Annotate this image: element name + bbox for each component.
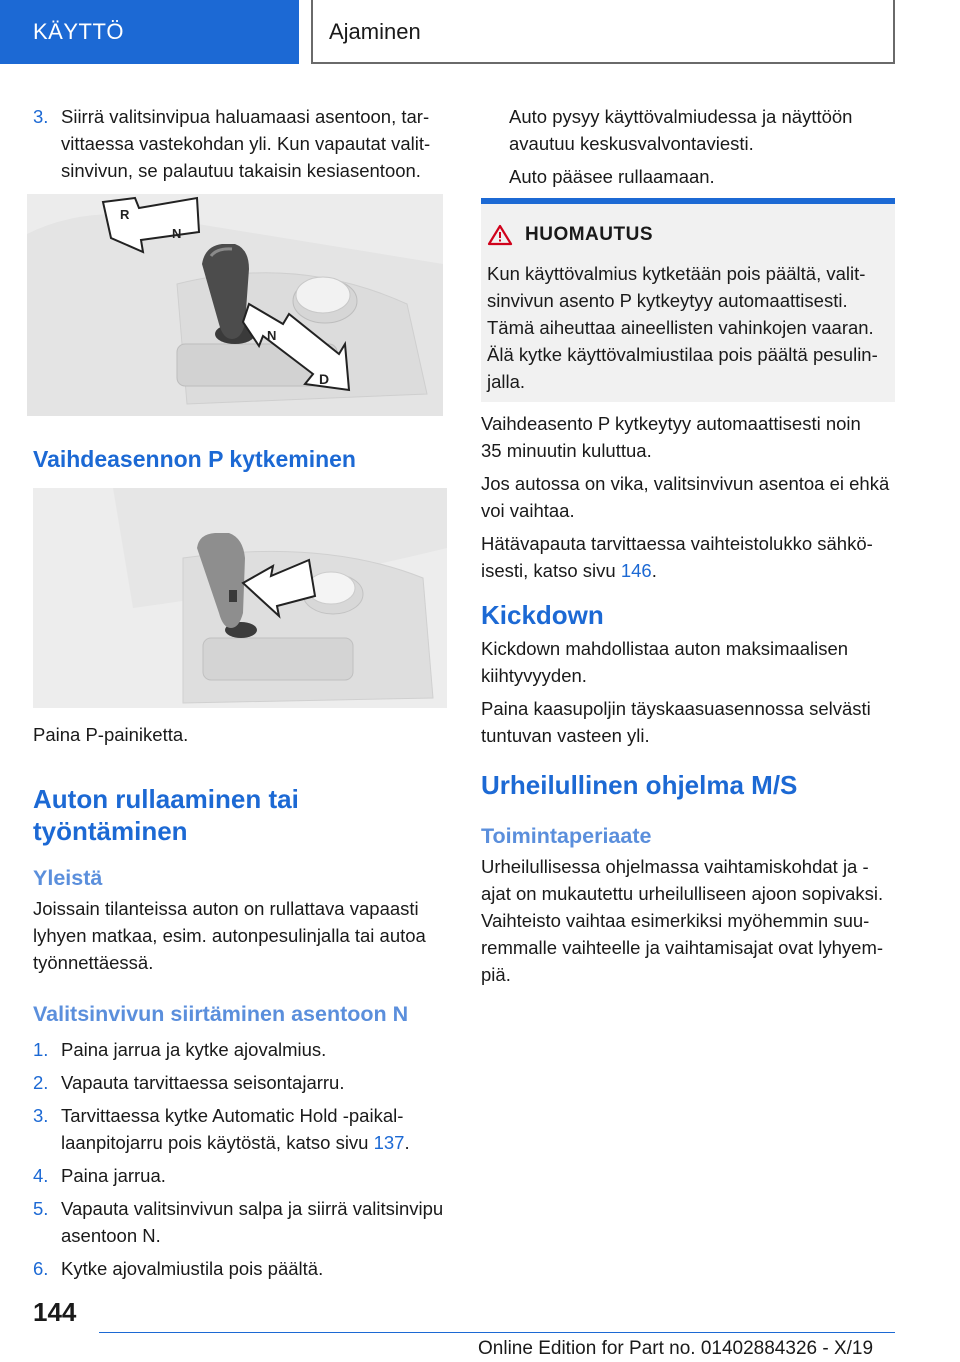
warning-header (487, 224, 653, 246)
selector-lever-illustration (27, 194, 443, 416)
subheading-principle: Toimintaperiaate (481, 824, 652, 848)
step-text-line: sinvivun, se palautuu takaisin kesiasentoon. (61, 160, 421, 181)
text-line: Vaihdeasento P kytkeytyy automaattisesti noin (481, 413, 861, 434)
step-text: Paina jarrua. (61, 1165, 166, 1186)
step-number: 6. (33, 1258, 49, 1279)
text-line: sinvivun asento P kytkeytyy automaattisesti. (487, 290, 848, 311)
text-line: Hätävapauta tarvittaessa vaihteistolukko sähkö- (481, 533, 873, 554)
edition-text: Online Edition for Part no. 01402884326 - X/19 (478, 1338, 874, 1359)
warning-triangle-icon (487, 224, 513, 246)
text-line: työnnettäessä. (33, 952, 154, 973)
text-line: Älä kytke käyttövalmiustilaa pois päältä pesulin- (487, 344, 878, 365)
text-line: voi vaihtaa. (481, 500, 575, 521)
step-number: 5. (33, 1198, 49, 1219)
heading-line: työntäminen (33, 816, 188, 846)
step-text-line: vittaessa vastekohdan yli. Kun vapautat valit- (61, 133, 431, 154)
chapter-title: Ajaminen (311, 0, 895, 64)
figure-caption: Paina P-painiketta. (33, 724, 189, 745)
footer-divider (99, 1332, 895, 1333)
text-line: kiihtyvyyden. (481, 665, 587, 686)
warning-text (487, 260, 892, 395)
auto-park-paragraph (481, 410, 895, 584)
warning-title: HUOMAUTUS (525, 224, 653, 245)
principle-paragraph (481, 853, 895, 988)
step-text: Kytke ajovalmiustila pois päältä. (61, 1258, 324, 1279)
step-number: 3. (33, 106, 49, 127)
text-line: Auto pysyy käyttövalmiudessa ja näyttöön (509, 106, 853, 127)
list-item (33, 1162, 447, 1189)
warning-box (481, 198, 895, 402)
step-number: 3. (33, 1105, 49, 1126)
step-text: Paina jarrua ja kytke ajovalmius. (61, 1039, 327, 1060)
step-text: Vapauta valitsinvivun salpa ja siirrä valitsinvipu (61, 1198, 444, 1219)
text-line: jalla. (487, 371, 526, 392)
page-link[interactable]: 137 (373, 1132, 405, 1153)
text-line: Paina kaasupoljin täyskaasuasennossa selvästi (481, 698, 871, 719)
text-part: . (651, 560, 657, 581)
steps-list (33, 1036, 447, 1282)
text-line: Tämä aiheuttaa aineellisten vahinkojen vaaran. (487, 317, 874, 338)
heading-rolling (33, 783, 447, 847)
text-line: Kickdown mahdollistaa auton maksimaalisen (481, 638, 849, 659)
step-text: Tarvittaessa kytke Automatic Hold -paikal- (61, 1105, 404, 1126)
text-line: 35 minuutin kuluttua. (481, 440, 652, 461)
heading-sport-program: Urheilullinen ohjelma M/S (481, 770, 798, 800)
subheading-general: Yleistä (33, 866, 103, 890)
label-r: R (120, 207, 130, 222)
text-line: piä. (481, 964, 511, 985)
kickdown-paragraph (481, 635, 895, 749)
general-paragraph (33, 895, 447, 976)
step-text: asentoon N. (61, 1225, 161, 1246)
step-text: Vapauta tarvittaessa seisontajarru. (61, 1072, 345, 1093)
text-line: avautuu keskusvalvontaviesti. (509, 133, 754, 154)
heading-kickdown: Kickdown (481, 600, 604, 630)
list-item (33, 1195, 447, 1249)
text-part: isesti, katso sivu (481, 560, 621, 581)
step-text-part: . (404, 1132, 410, 1153)
text-line: Kun käyttövalmius kytketään pois päältä, valit- (487, 263, 866, 284)
text-line: Urheilullisessa ohjelmassa vaihtamiskohdat ja - (481, 856, 869, 877)
page-number: 144 (33, 1297, 77, 1327)
text-line: Auto pääsee rullaamaan. (509, 166, 715, 187)
step-text-part: laanpitojarru pois käytöstä, katso sivu (61, 1132, 374, 1153)
step-number: 1. (33, 1039, 49, 1060)
label-n-top: N (172, 226, 182, 241)
page-link[interactable]: 146 (620, 560, 652, 581)
list-item (33, 1036, 447, 1063)
list-item (33, 1255, 447, 1282)
heading-line: Auton rullaaminen tai (33, 784, 299, 814)
step-number: 4. (33, 1165, 49, 1186)
text-line: Jos autossa on vika, valitsinvivun asentoa ei ehkä (481, 473, 890, 494)
heading-park: Vaihdeasennon P kytkeminen (33, 446, 356, 472)
step-text (61, 1129, 447, 1156)
text-line: Joissain tilanteissa auton on rullattava vapaasti (33, 898, 419, 919)
park-button-illustration (33, 488, 447, 708)
label-d: D (319, 371, 330, 387)
step-text-line: Siirrä valitsinvipua haluamaasi asentoon, tar- (61, 106, 430, 127)
text-line: lyhyen matkaa, esim. autonpesulinjalla tai autoa (33, 925, 426, 946)
section-tab: KÄYTTÖ (0, 0, 299, 64)
list-item (33, 1102, 447, 1156)
text-line: ajat on mukautettu urheilulliseen ajoon sopivaksi. (481, 883, 884, 904)
subheading-shift-n: Valitsinvivun siirtäminen asentoon N (33, 1002, 409, 1026)
text-line: Vaihteisto vaihtaa esimerkiksi myöhemmin suu- (481, 910, 870, 931)
list-item (33, 103, 475, 184)
selector-lever-figure (27, 194, 443, 416)
text-line: tuntuvan vasteen yli. (481, 725, 650, 746)
text-line: remmalle vaihteelle ja vaihtamisajat ovat lyhyem- (481, 937, 884, 958)
list-item (33, 1069, 447, 1096)
label-n-bottom: N (267, 328, 277, 343)
text-line (481, 557, 895, 584)
result-text (509, 103, 895, 190)
park-button-figure (33, 488, 447, 708)
step-number: 2. (33, 1072, 49, 1093)
